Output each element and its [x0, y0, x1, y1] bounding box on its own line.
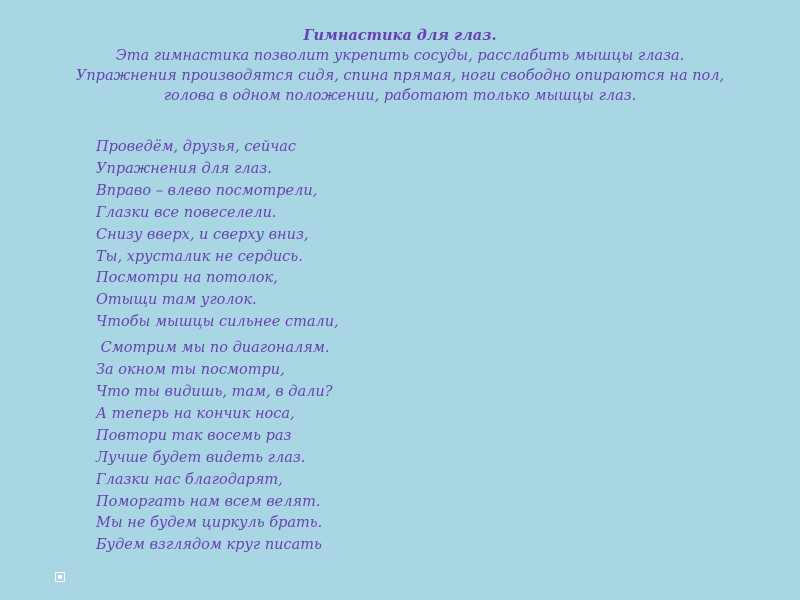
poem-line: Вправо – влево посмотрели,: [96, 182, 318, 199]
poem-line: Снизу вверх, и сверху вниз,: [96, 226, 309, 243]
poem-line: Ты, хрусталик не сердись.: [96, 248, 303, 265]
square-bullet-icon-center: [58, 575, 62, 579]
poem-line: Чтобы мышцы сильнее стали,: [96, 314, 339, 331]
poem-line: Мы не будем циркуль брать.: [96, 515, 323, 532]
poem-line: А теперь на кончик носа,: [96, 405, 295, 422]
poem-line: Смотрим мы по диагоналям.: [96, 340, 330, 357]
poem-line: Посмотри на потолок,: [96, 270, 278, 287]
poem-line: Что ты видишь, там, в дали?: [96, 383, 333, 400]
poem-line: Упражнения для глаз.: [96, 160, 272, 177]
poem-line: Повтори так восемь раз: [96, 427, 292, 444]
square-bullet-icon[interactable]: [55, 572, 65, 582]
intro-line-2: Упражнения производятся сидя, спина прямая, ноги свободно опираются на пол,: [75, 68, 725, 84]
intro-line-1: Эта гимнастика позволит укрепить сосуды, расслабить мышцы глаза.: [115, 48, 685, 64]
poem-line: Лучше будет видеть глаз.: [96, 449, 306, 466]
poem-line: За окном ты посмотри,: [96, 362, 285, 379]
poem-line: Глазки все повеселели.: [96, 204, 277, 221]
slide-title: Гимнастика для глаз.: [303, 27, 497, 44]
slide-header: [60, 26, 740, 106]
intro-line-3: голова в одном положении, работают только мышцы глаз.: [163, 88, 637, 104]
poem-line: Проведём, друзья, сейчас: [96, 139, 297, 155]
poem-line: Будем взглядом круг писать: [96, 537, 322, 554]
poem-line: Глазки нас благодарят,: [96, 471, 283, 488]
poem-line: Отыщи там уголок.: [96, 292, 257, 309]
poem: [96, 137, 339, 557]
poem-line: Поморгать нам всем велят.: [96, 493, 321, 510]
